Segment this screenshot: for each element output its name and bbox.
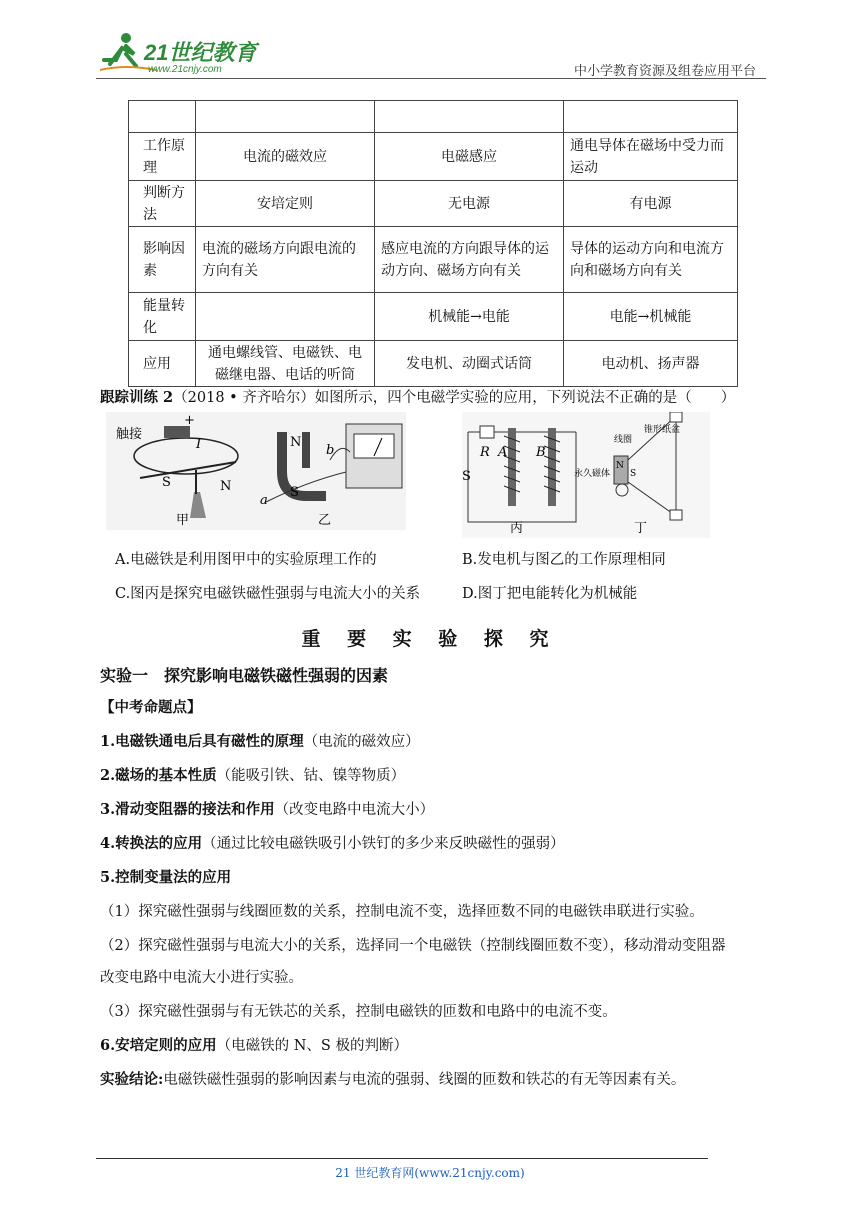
table-cell: 电磁感应 [375,133,564,181]
table-row [129,181,738,227]
conclusion-label: 实验结论: [100,1071,164,1088]
caption-jia: 甲 [176,513,190,528]
comparison-table [128,100,738,387]
label-s: S [290,485,299,500]
point-detail: （改变电路中电流大小） [274,802,435,818]
logo-main-text: 21世纪教育 [144,40,257,65]
table-cell: 电流的磁效应 [196,133,375,181]
question-lead: 跟踪训练 2 [100,389,174,406]
header-divider [96,78,766,79]
point-5 [100,868,231,888]
point-title: 1.电磁铁通电后具有磁性的原理 [100,733,304,750]
label-s: S [462,469,471,484]
point-3 [100,800,434,820]
caption-bing: 丙 [510,521,524,536]
point-title: 5.控制变量法的应用 [100,869,232,886]
point-title: 2.磁场的基本性质 [100,767,217,784]
option-c: C.图丙是探究电磁铁磁性强弱与电流大小的关系 [115,586,421,602]
row-header: 能量转化 [129,293,196,341]
point-detail: （能吸引铁、钴、镍等物质） [216,768,406,784]
table-cell: 机械能→电能 [375,293,564,341]
label-n: N [616,461,624,471]
table-row [129,227,738,293]
table-row [129,101,738,133]
table-cell: 电能→机械能 [564,293,738,341]
label-plus: + [184,413,195,428]
section-title: 重 要 实 验 探 究 [301,628,559,650]
label-s: S [630,469,637,479]
label-s: S [162,475,171,490]
caption-yi: 乙 [318,513,332,528]
platform-name: 中小学教育资源及组卷应用平台 [573,64,756,79]
label-n: N [220,479,232,494]
label-touch: 触接 [116,427,143,442]
table-cell [564,101,738,133]
logo-sub-text: www.21cnjy.com [148,64,222,75]
point-title: 3.滑动变阻器的接法和作用 [100,801,275,818]
point-detail: （电流的磁效应） [303,734,420,750]
table-cell: 无电源 [375,181,564,227]
sub-point-3: （3）探究磁性强弱与有无铁芯的关系，控制电磁铁的匝数和电路中的电流不变。 [100,1004,617,1020]
table-row [129,293,738,341]
label-b: B [536,445,546,460]
point-detail: （电磁铁的 N、S 极的判断） [216,1038,408,1054]
table-cell: 通电导体在磁场中受力而运动 [564,133,738,181]
site-logo [96,30,261,78]
table-cell: 电动机、扬声器 [564,341,738,387]
row-header: 影响因素 [129,227,196,293]
table-cell [196,293,375,341]
footer-divider [96,1158,708,1159]
table-row [129,341,738,387]
option-b: B.发电机与图乙的工作原理相同 [462,552,666,568]
experiment-title: 实验一 探究影响电磁铁磁性强弱的因素 [100,666,389,685]
row-header [129,101,196,133]
label-a: a [260,493,268,508]
table-cell: 导体的运动方向和电流方向和磁场方向有关 [564,227,738,293]
question-stem [100,388,735,408]
row-header: 应用 [129,341,196,387]
table-cell [196,101,375,133]
point-2 [100,766,405,786]
table-cell: 有电源 [564,181,738,227]
point-title: 6.安培定则的应用 [100,1037,217,1054]
point-4 [100,834,565,854]
sub-point-2-cont: 改变电路中电流大小进行实验。 [100,970,303,986]
table-cell: 电流的磁场方向跟电流的方向有关 [196,227,375,293]
option-a: A.电磁铁是利用图甲中的实验原理工作的 [115,552,377,568]
question-text: （2018 • 齐齐哈尔）如图所示，四个电磁学实验的应用，下列说法不正确的是（ ） [173,390,736,406]
label-n: N [290,435,302,450]
exam-points-tag: 【中考命题点】 [100,699,202,716]
row-header: 判断方法 [129,181,196,227]
question-figures [106,412,710,538]
label-magnet: 永久磁体 [574,469,611,479]
option-d: D.图丁把电能转化为机械能 [462,586,638,602]
point-1 [100,732,420,752]
footer-link[interactable]: 21 世纪教育网(www.21cnjy.com) [335,1166,525,1180]
table-cell: 感应电流的方向跟导体的运动方向、磁场方向有关 [375,227,564,293]
label-cone: 锥形纸盆 [644,425,681,435]
label-b: b [326,443,335,458]
caption-ding: 丁 [634,521,648,536]
label-coil: 线圈 [614,435,633,445]
conclusion-text: 电磁铁磁性强弱的影响因素与电流的强弱、线圈的匝数和铁芯的有无等因素有关。 [163,1072,686,1088]
label-a: A [498,445,508,460]
sub-point-2: （2）探究磁性强弱与电流大小的关系，选择同一个电磁铁（控制线圈匝数不变），移动滑动变阻器 [100,938,726,954]
table-cell [375,101,564,133]
row-header: 工作原理 [129,133,196,181]
label-current: I [196,437,202,452]
label-r: R [480,445,490,460]
point-6 [100,1036,408,1056]
point-detail: （通过比较电磁铁吸引小铁钉的多少来反映磁性的强弱） [202,836,565,852]
table-row [129,133,738,181]
point-title: 4.转换法的应用 [100,835,203,852]
conclusion [100,1070,685,1090]
table-cell: 通电螺线管、电磁铁、电磁继电器、电话的听筒 [196,341,375,387]
sub-point-1: （1）探究磁性强弱与线圈匝数的关系，控制电流不变，选择匝数不同的电磁铁串联进行实验。 [100,904,704,920]
table-cell: 安培定则 [196,181,375,227]
table-cell: 发电机、动圈式话筒 [375,341,564,387]
